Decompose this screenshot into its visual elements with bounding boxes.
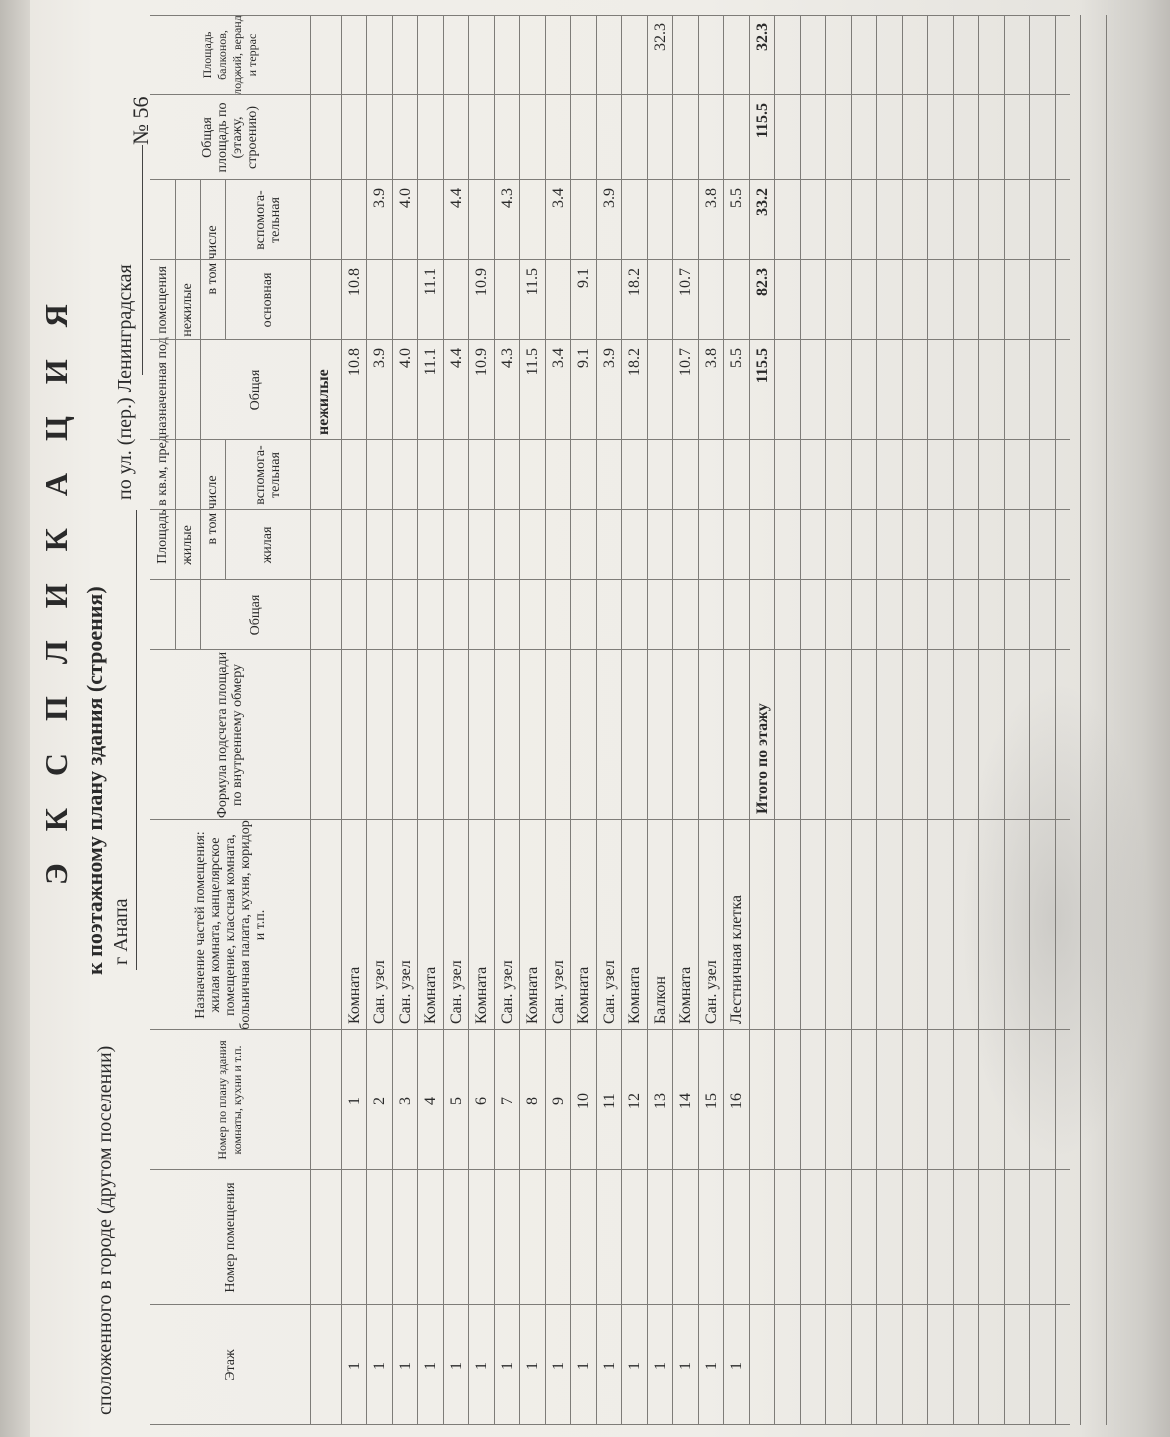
cell-name: Сан. узел [447,960,465,1024]
cell-name: Сан. узел [396,960,414,1024]
cell-aux: 4.4 [447,188,465,208]
cell-no: 1 [345,1097,363,1105]
col-floor-total: Общая площадь по (этажу, строению) [200,102,260,173]
col-formula: Формула подсчета площади по внутреннему обмеру [215,651,245,819]
col-nonliving: нежилые [180,283,195,337]
cell-name: Сан. узел [498,960,516,1024]
cell-aux: 3.4 [549,188,567,208]
cell-name: Сан. узел [600,960,618,1024]
cell-name: Сан. узел [549,960,567,1024]
cell-floor: 1 [447,1362,465,1370]
col-nonliving-total: Общая [247,369,263,411]
total-main: 82.3 [753,268,771,296]
cell-no: 10 [575,1093,592,1109]
cell-main: 10.7 [677,268,694,296]
cell-total: 11.1 [422,348,439,376]
col-living-total: Общая [247,594,263,636]
street-prefix: по ул. (пер.) [114,397,136,500]
cell-total: 10.9 [473,348,490,376]
cell-aux: 5.5 [728,188,745,208]
cell-no: 6 [473,1097,490,1105]
col-living-main: жилая [260,526,275,564]
cell-name: Комната [677,966,694,1024]
cell-floor: 1 [575,1362,592,1370]
cell-no: 4 [422,1097,439,1105]
total-balcony: 32.3 [753,23,771,51]
cell-name: Комната [422,966,439,1024]
col-balcony: Площадь балконов, лоджий, веранд и террас [200,15,259,95]
street-name: Ленинградская [114,264,136,393]
total-aux: 33.2 [753,188,771,216]
cell-no: 15 [702,1093,720,1109]
cell-main: 11.5 [524,268,541,296]
cell-floor: 1 [651,1362,669,1370]
cell-total: 3.9 [600,348,618,368]
total-total: 115.5 [753,348,771,384]
col-living-aux: вспомога-тельная [252,445,283,505]
cell-no: 12 [626,1093,643,1109]
cell-total: 10.7 [677,348,694,376]
cell-total: 10.8 [345,348,363,376]
cell-main: 9.1 [575,268,592,288]
cell-name: Сан. узел [371,960,388,1024]
col-nonliving-aux: вспомога-тельная [252,190,283,250]
cell-no: 14 [677,1093,694,1109]
cell-floor: 1 [626,1362,643,1370]
cell-name: Комната [626,966,643,1024]
total-floor-total: 115.5 [753,103,771,139]
section-label: нежилые [315,369,332,435]
cell-total: 5.5 [728,348,745,368]
cell-main: 10.8 [345,268,363,296]
cell-no: 11 [600,1093,618,1109]
cell-name: Комната [345,966,363,1024]
cell-floor: 1 [524,1362,541,1370]
col-living-incl: в том числе [205,475,220,545]
col-plan-no: Номер по плану здания комнаты, кухни и т.п. [215,1040,244,1160]
col-purpose: Назначение частей помещения: жилая комната, канцелярское помещение, классная комната, больничная палата, кухня, коридор и т.п. [192,820,268,1030]
cell-no: 9 [549,1097,567,1105]
cell-total: 3.4 [549,348,567,368]
cell-floor: 1 [549,1362,567,1370]
cell-floor: 1 [600,1362,618,1370]
cell-total: 11.5 [524,348,541,376]
cell-no: 8 [524,1097,541,1105]
town: г Анапа [110,898,132,965]
location-fragment: сположенного в городе (другом поселении) [94,1045,116,1415]
cell-total: 4.3 [498,348,516,368]
doc-title: Э К С П Л И К А Ц И Я [38,292,74,885]
cell-no: 3 [396,1097,414,1105]
cell-total: 3.9 [371,348,388,368]
doc-subtitle: к поэтажному плану здания (строения) [82,586,107,975]
cell-aux: 3.9 [600,188,618,208]
cell-no: 5 [447,1097,465,1105]
cell-name: Лестничная клетка [728,894,745,1024]
house-number: № 56 [128,96,153,145]
col-area-group: Площадь в кв.м, предназначенная под помещения [155,266,170,564]
cell-aux: 3.9 [371,188,388,208]
col-room-no: Номер помещения [222,1182,238,1293]
cell-main: 18.2 [626,268,643,296]
col-nonliving-main: основная [260,272,275,328]
cell-total: 18.2 [626,348,643,376]
cell-main: 10.9 [473,268,490,296]
cell-floor: 1 [396,1362,414,1370]
cell-no: 7 [498,1097,516,1105]
col-floor: Этаж [222,1349,238,1381]
cell-total: 3.8 [702,348,720,368]
cell-balcony: 32.3 [651,23,669,51]
cell-aux: 4.0 [396,188,414,208]
col-nonliving-incl: в том числе [205,225,220,295]
cell-aux: 3.8 [702,188,720,208]
cell-floor: 1 [702,1362,720,1370]
cell-total: 4.4 [447,348,465,368]
cell-floor: 1 [422,1362,439,1370]
cell-aux: 4.3 [498,188,516,208]
cell-total: 4.0 [396,348,414,368]
cell-floor: 1 [728,1362,745,1370]
total-label: Итого по этажу [753,703,771,814]
cell-floor: 1 [473,1362,490,1370]
cell-no: 13 [651,1093,669,1109]
cell-no: 2 [371,1097,388,1105]
cell-name: Комната [524,966,541,1024]
cell-name: Комната [473,966,490,1024]
cell-floor: 1 [345,1362,363,1370]
cell-name: Комната [575,966,592,1024]
right-columns-rotated [0,15,1170,1425]
cell-floor: 1 [371,1362,388,1370]
cell-name: Балкон [651,976,669,1024]
cell-name: Сан. узел [702,960,720,1024]
cell-no: 16 [728,1093,745,1109]
cell-floor: 1 [677,1362,694,1370]
cell-floor: 1 [498,1362,516,1370]
cell-main: 11.1 [422,268,439,296]
col-living: жилые [180,525,195,565]
cell-total: 9.1 [575,348,592,368]
